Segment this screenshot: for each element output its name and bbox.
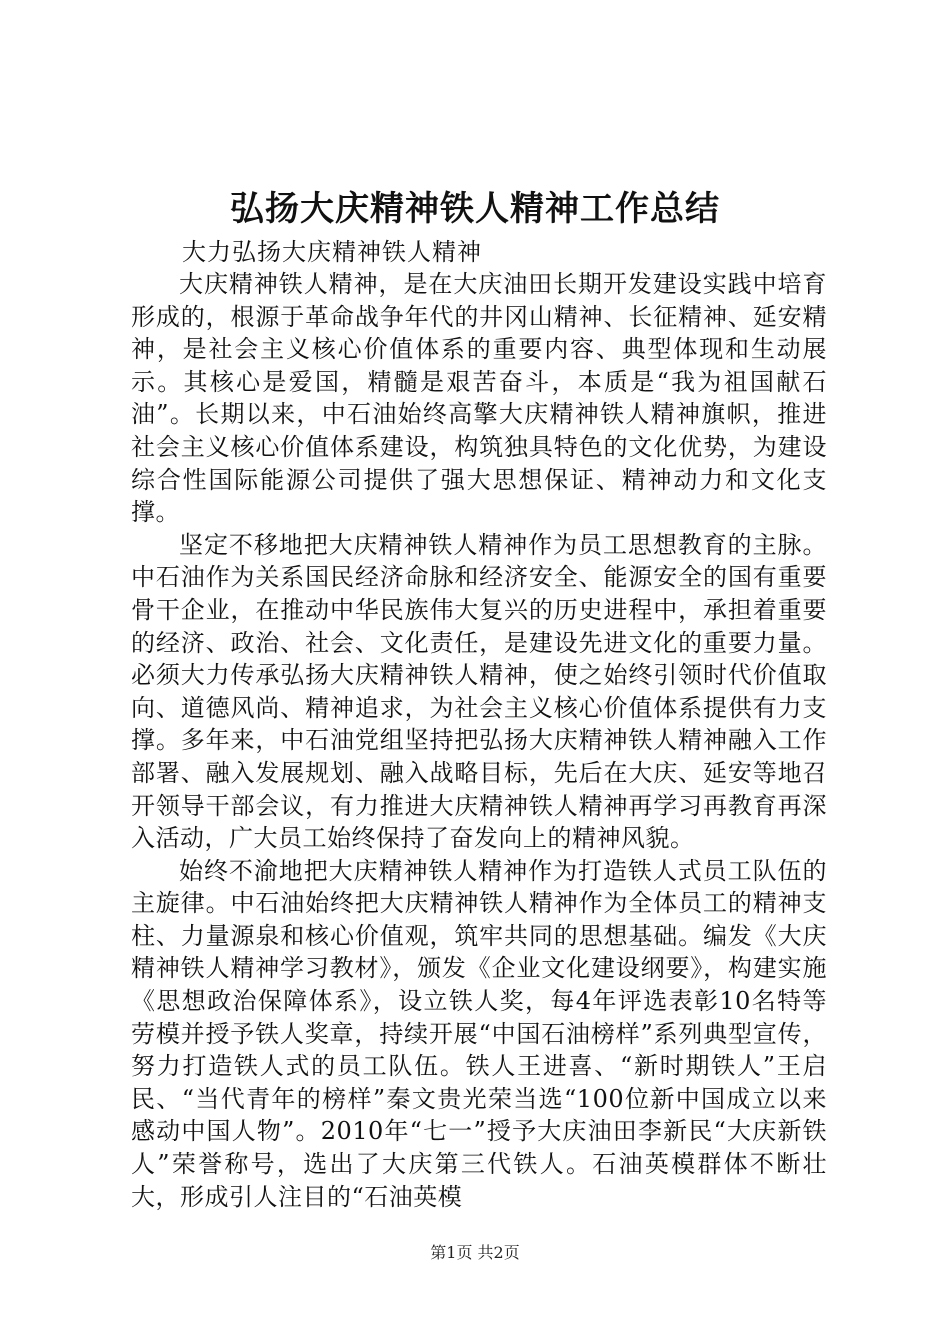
document-body — [131, 268, 827, 1213]
paragraph: 坚定不移地把大庆精神铁人精神作为员工思想教育的主脉。中石油作为关系国民经济命脉和经济安全、能源安全的国有重要骨干企业，在推动中华民族伟大复兴的历史进程中，承担着重要的经济、政治、社会、文化责任，是建设先进文化的重要力量。必须大力传承弘扬大庆精神铁人精神，使之始终引领时代价值取向、道德风尚、精神追求，为社会主义核心价值体系提供有力支撑。多年来，中石油党组坚持把弘扬大庆精神铁人精神融入工作部署、融入发展规划、融入战略目标，先后在大庆、延安等地召开领导干部会议，有力推进大庆精神铁人精神再学习再教育再深入活动，广大员工始终保持了奋发向上的精神风貌。 — [131, 530, 827, 853]
paragraph: 大庆精神铁人精神，是在大庆油田长期开发建设实践中培育形成的，根源于革命战争年代的井冈山精神、长征精神、延安精神，是社会主义核心价值体系的重要内容、典型体现和生动展示。其核心是爱国，精髓是艰苦奋斗，本质是“我为祖国献石油”。长期以来，中石油始终高擎大庆精神铁人精神旗帜，推进社会主义核心价值体系建设，构筑独具特色的文化优势，为建设综合性国际能源公司提供了强大思想保证、精神动力和文化支撑。 — [131, 270, 827, 527]
document-title: 弘扬大庆精神铁人精神工作总结 — [230, 189, 720, 229]
document-subtitle: 大力弘扬大庆精神铁人精神 — [182, 238, 482, 266]
page-footer: 第1页 共2页 — [430, 1243, 520, 1262]
paragraph: 始终不渝地把大庆精神铁人精神作为打造铁人式员工队伍的主旋律。中石油始终把大庆精神铁人精神作为全体员工的精神支柱、力量源泉和核心价值观，筑牢共同的思想基础。编发《大庆精神铁人精神学习教材》，颁发《企业文化建设纲要》，构建实施《思想政治保障体系》，设立铁人奖，每4年评选表彰10名特等劳模并授予铁人奖章，持续开展“中国石油榜样”系列典型宣传，努力打造铁人式的员工队伍。铁人王进喜、“新时期铁人”王启民、“当代青年的榜样”秦文贵光荣当选“100位新中国成立以来感动中国人物”。2010年“七一”授予大庆油田李新民“大庆新铁人”荣誉称号，选出了大庆第三代铁人。石油英模群体不断壮大，形成引人注目的“石油英模 — [131, 856, 827, 1211]
